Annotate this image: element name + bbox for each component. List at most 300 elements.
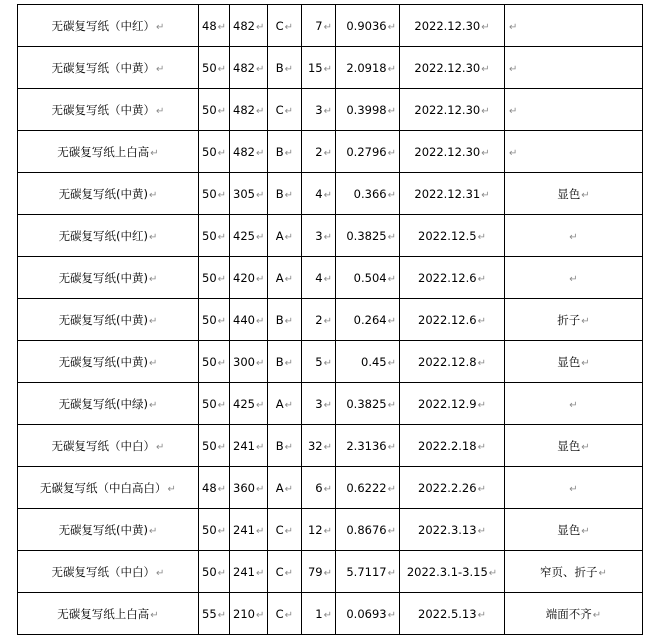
paragraph-mark-icon: ↵	[255, 567, 265, 579]
paragraph-mark-icon: ↵	[217, 399, 227, 411]
paragraph-mark-icon: ↵	[509, 21, 518, 33]
weight-text: 0.2796	[346, 144, 387, 159]
quantity-text: 2	[315, 144, 323, 159]
note-cell	[505, 89, 643, 131]
paragraph-mark-icon: ↵	[477, 357, 486, 369]
quantity-text: 3	[315, 228, 323, 243]
paragraph-mark-icon: ↵	[284, 147, 293, 159]
paragraph-mark-icon: ↵	[481, 189, 490, 201]
grade-cell	[268, 425, 302, 467]
item-name-cell	[18, 5, 199, 47]
paragraph-mark-icon: ↵	[255, 525, 265, 537]
note-cell	[505, 5, 643, 47]
quantity-cell	[302, 47, 336, 89]
paragraph-mark-icon: ↵	[217, 441, 227, 453]
paragraph-mark-icon: ↵	[387, 315, 396, 327]
paragraph-mark-icon: ↵	[149, 357, 158, 369]
paragraph-mark-icon: ↵	[255, 105, 265, 117]
count-text: 241	[233, 438, 255, 453]
paragraph-mark-icon: ↵	[477, 273, 486, 285]
item-name-text: 无碳复写纸(中黄)	[58, 354, 149, 369]
weight-cell	[336, 551, 400, 593]
table-row	[18, 257, 643, 299]
count-text: 300	[233, 354, 255, 369]
quantity-cell	[302, 173, 336, 215]
paragraph-mark-icon: ↵	[569, 231, 578, 243]
date-cell	[400, 425, 505, 467]
paragraph-mark-icon: ↵	[592, 609, 602, 621]
paragraph-mark-icon: ↵	[569, 483, 578, 495]
paragraph-mark-icon: ↵	[323, 315, 332, 327]
paragraph-mark-icon: ↵	[581, 525, 590, 537]
grade-text: A	[275, 396, 284, 411]
width-text: 55	[202, 606, 217, 621]
grade-cell	[268, 341, 302, 383]
quantity-cell	[302, 467, 336, 509]
width-cell	[199, 383, 230, 425]
date-text: 2022.12.9	[418, 396, 477, 411]
date-cell	[400, 47, 505, 89]
width-text: 50	[202, 438, 217, 453]
date-cell	[400, 551, 505, 593]
grade-cell	[268, 299, 302, 341]
paragraph-mark-icon: ↵	[255, 147, 265, 159]
weight-cell	[336, 215, 400, 257]
grade-text: B	[275, 312, 284, 327]
grade-cell	[268, 257, 302, 299]
paragraph-mark-icon: ↵	[323, 609, 332, 621]
width-cell	[199, 173, 230, 215]
width-cell	[199, 467, 230, 509]
date-cell	[400, 467, 505, 509]
paragraph-mark-icon: ↵	[217, 315, 227, 327]
weight-cell	[336, 173, 400, 215]
item-name-cell	[18, 47, 199, 89]
paragraph-mark-icon: ↵	[323, 147, 332, 159]
paragraph-mark-icon: ↵	[149, 525, 158, 537]
paragraph-mark-icon: ↵	[284, 105, 293, 117]
grade-text: C	[275, 522, 284, 537]
item-name-cell	[18, 551, 199, 593]
grade-text: A	[275, 228, 284, 243]
weight-text: 0.3825	[346, 396, 387, 411]
paragraph-mark-icon: ↵	[387, 273, 396, 285]
date-text: 2022.12.5	[418, 228, 477, 243]
paragraph-mark-icon: ↵	[509, 63, 518, 75]
table-row	[18, 131, 643, 173]
count-cell	[230, 299, 268, 341]
date-text: 2022.5.13	[418, 606, 477, 621]
width-cell	[199, 89, 230, 131]
quantity-text: 4	[315, 270, 323, 285]
paragraph-mark-icon: ↵	[387, 483, 396, 495]
paragraph-mark-icon: ↵	[255, 273, 265, 285]
weight-cell	[336, 593, 400, 635]
paragraph-mark-icon: ↵	[581, 441, 590, 453]
paragraph-mark-icon: ↵	[569, 399, 578, 411]
weight-cell	[336, 341, 400, 383]
paragraph-mark-icon: ↵	[477, 399, 486, 411]
date-cell	[400, 299, 505, 341]
paragraph-mark-icon: ↵	[581, 357, 590, 369]
quantity-text: 12	[307, 522, 323, 537]
item-name-text: 无碳复写纸(中绿)	[58, 396, 149, 411]
paragraph-mark-icon: ↵	[149, 231, 158, 243]
quantity-cell	[302, 341, 336, 383]
weight-cell	[336, 89, 400, 131]
item-name-cell	[18, 593, 199, 635]
paragraph-mark-icon: ↵	[217, 147, 227, 159]
note-cell	[505, 341, 643, 383]
paragraph-mark-icon: ↵	[387, 567, 396, 579]
weight-text: 2.0918	[346, 60, 387, 75]
table-row	[18, 89, 643, 131]
note-cell	[505, 383, 643, 425]
quantity-text: 1	[315, 606, 323, 621]
paragraph-mark-icon: ↵	[481, 63, 490, 75]
note-text: 折子	[557, 312, 581, 327]
grade-cell	[268, 5, 302, 47]
paragraph-mark-icon: ↵	[323, 525, 332, 537]
item-name-cell	[18, 509, 199, 551]
date-cell	[400, 173, 505, 215]
paragraph-mark-icon: ↵	[156, 21, 165, 33]
weight-text: 0.3998	[346, 102, 387, 117]
date-text: 2022.12.8	[418, 354, 477, 369]
date-text: 2022.12.30	[414, 144, 481, 159]
item-name-cell	[18, 215, 199, 257]
paragraph-mark-icon: ↵	[598, 567, 607, 579]
paragraph-mark-icon: ↵	[255, 231, 265, 243]
width-text: 50	[202, 354, 217, 369]
paragraph-mark-icon: ↵	[149, 399, 158, 411]
paragraph-mark-icon: ↵	[284, 567, 293, 579]
quantity-cell	[302, 89, 336, 131]
count-cell	[230, 257, 268, 299]
quantity-cell	[302, 131, 336, 173]
grade-cell	[268, 383, 302, 425]
paragraph-mark-icon: ↵	[150, 147, 159, 159]
paragraph-mark-icon: ↵	[323, 357, 332, 369]
table-row	[18, 551, 643, 593]
table-row	[18, 299, 643, 341]
quantity-text: 3	[315, 102, 323, 117]
date-text: 2022.2.26	[418, 480, 477, 495]
width-cell	[199, 593, 230, 635]
weight-text: 0.9036	[346, 18, 387, 33]
item-name-text: 无碳复写纸（中白）	[51, 564, 156, 579]
paragraph-mark-icon: ↵	[217, 105, 227, 117]
weight-cell	[336, 257, 400, 299]
width-cell	[199, 257, 230, 299]
item-name-text: 无碳复写纸(中黄)	[58, 270, 149, 285]
item-name-cell	[18, 467, 199, 509]
weight-text: 0.3825	[346, 228, 387, 243]
item-name-text: 无碳复写纸（中红）	[51, 18, 156, 33]
paragraph-mark-icon: ↵	[387, 63, 396, 75]
width-text: 50	[202, 396, 217, 411]
date-text: 2022.2.18	[418, 438, 477, 453]
paragraph-mark-icon: ↵	[323, 567, 332, 579]
paragraph-mark-icon: ↵	[387, 105, 396, 117]
weight-cell	[336, 383, 400, 425]
table-row	[18, 5, 643, 47]
grade-cell	[268, 47, 302, 89]
paragraph-mark-icon: ↵	[150, 609, 159, 621]
count-text: 360	[233, 480, 255, 495]
quantity-cell	[302, 215, 336, 257]
item-name-cell	[18, 383, 199, 425]
paragraph-mark-icon: ↵	[284, 273, 293, 285]
paragraph-mark-icon: ↵	[387, 399, 396, 411]
count-text: 482	[233, 18, 255, 33]
grade-cell	[268, 509, 302, 551]
note-cell	[505, 173, 643, 215]
item-name-text: 无碳复写纸上白高	[57, 606, 150, 621]
date-cell	[400, 509, 505, 551]
paragraph-mark-icon: ↵	[284, 189, 293, 201]
note-cell	[505, 215, 643, 257]
paragraph-mark-icon: ↵	[217, 231, 227, 243]
width-text: 50	[202, 522, 217, 537]
paragraph-mark-icon: ↵	[477, 525, 486, 537]
weight-cell	[336, 47, 400, 89]
paragraph-mark-icon: ↵	[477, 315, 486, 327]
weight-text: 0.264	[353, 312, 387, 327]
grade-text: A	[275, 270, 284, 285]
grade-cell	[268, 467, 302, 509]
table-row	[18, 47, 643, 89]
note-cell	[505, 257, 643, 299]
paragraph-mark-icon: ↵	[387, 21, 396, 33]
item-name-text: 无碳复写纸上白高	[57, 144, 150, 159]
item-name-cell	[18, 425, 199, 467]
count-cell	[230, 5, 268, 47]
paragraph-mark-icon: ↵	[481, 21, 490, 33]
quantity-cell	[302, 383, 336, 425]
paragraph-mark-icon: ↵	[149, 189, 158, 201]
paragraph-mark-icon: ↵	[255, 441, 265, 453]
count-cell	[230, 173, 268, 215]
weight-cell	[336, 509, 400, 551]
item-name-cell	[18, 89, 199, 131]
paragraph-mark-icon: ↵	[569, 273, 578, 285]
quantity-cell	[302, 299, 336, 341]
note-cell	[505, 467, 643, 509]
note-cell	[505, 593, 643, 635]
paragraph-mark-icon: ↵	[217, 609, 227, 621]
width-text: 50	[202, 60, 217, 75]
date-text: 2022.12.6	[418, 270, 477, 285]
grade-text: B	[275, 354, 284, 369]
table-row	[18, 425, 643, 467]
note-text: 窄页、折子	[540, 564, 598, 579]
count-text: 482	[233, 144, 255, 159]
paragraph-mark-icon: ↵	[323, 483, 332, 495]
paragraph-mark-icon: ↵	[156, 567, 165, 579]
date-text: 2022.12.6	[418, 312, 477, 327]
note-text: 显色	[557, 438, 581, 453]
quantity-text: 4	[315, 186, 323, 201]
paragraph-mark-icon: ↵	[509, 105, 518, 117]
count-cell	[230, 47, 268, 89]
note-text: 端面不齐	[545, 606, 592, 621]
count-text: 305	[233, 186, 255, 201]
table-row	[18, 173, 643, 215]
item-name-text: 无碳复写纸(中黄)	[58, 186, 149, 201]
width-text: 50	[202, 102, 217, 117]
item-name-text: 无碳复写纸（中白）	[51, 438, 156, 453]
count-text: 241	[233, 564, 255, 579]
date-cell	[400, 131, 505, 173]
quantity-text: 3	[315, 396, 323, 411]
weight-text: 2.3136	[346, 438, 387, 453]
date-cell	[400, 383, 505, 425]
quantity-text: 32	[307, 438, 323, 453]
note-text: 显色	[557, 186, 581, 201]
item-name-text: 无碳复写纸（中黄）	[51, 102, 156, 117]
paragraph-mark-icon: ↵	[323, 231, 332, 243]
count-text: 241	[233, 522, 255, 537]
count-text: 425	[233, 228, 255, 243]
grade-cell	[268, 215, 302, 257]
weight-text: 0.366	[353, 186, 387, 201]
paragraph-mark-icon: ↵	[323, 441, 332, 453]
paragraph-mark-icon: ↵	[156, 63, 165, 75]
paragraph-mark-icon: ↵	[387, 147, 396, 159]
weight-text: 0.8676	[346, 522, 387, 537]
width-text: 50	[202, 270, 217, 285]
paragraph-mark-icon: ↵	[217, 21, 227, 33]
paragraph-mark-icon: ↵	[581, 315, 590, 327]
date-cell	[400, 593, 505, 635]
paragraph-mark-icon: ↵	[217, 357, 227, 369]
grade-text: A	[275, 480, 284, 495]
weight-cell	[336, 131, 400, 173]
paragraph-mark-icon: ↵	[284, 21, 293, 33]
quantity-text: 6	[315, 480, 323, 495]
paragraph-mark-icon: ↵	[488, 567, 498, 579]
item-name-cell	[18, 299, 199, 341]
item-name-cell	[18, 131, 199, 173]
paragraph-mark-icon: ↵	[255, 609, 265, 621]
grade-cell	[268, 89, 302, 131]
paragraph-mark-icon: ↵	[217, 63, 227, 75]
paragraph-mark-icon: ↵	[284, 609, 293, 621]
quantity-cell	[302, 5, 336, 47]
grade-cell	[268, 131, 302, 173]
count-cell	[230, 551, 268, 593]
paragraph-mark-icon: ↵	[323, 105, 332, 117]
date-cell	[400, 257, 505, 299]
width-cell	[199, 5, 230, 47]
count-text: 482	[233, 102, 255, 117]
paragraph-mark-icon: ↵	[149, 273, 158, 285]
width-cell	[199, 509, 230, 551]
paragraph-mark-icon: ↵	[323, 399, 332, 411]
item-name-text: 无碳复写纸（中白高白）	[40, 480, 167, 495]
count-cell	[230, 215, 268, 257]
item-name-text: 无碳复写纸(中红)	[58, 228, 149, 243]
paragraph-mark-icon: ↵	[217, 483, 227, 495]
paragraph-mark-icon: ↵	[581, 189, 590, 201]
paragraph-mark-icon: ↵	[255, 189, 265, 201]
paragraph-mark-icon: ↵	[284, 231, 293, 243]
weight-cell	[336, 5, 400, 47]
date-cell	[400, 89, 505, 131]
count-text: 210	[233, 606, 255, 621]
quantity-text: 79	[307, 564, 323, 579]
count-text: 440	[233, 312, 255, 327]
paragraph-mark-icon: ↵	[477, 609, 486, 621]
date-text: 2022.12.30	[414, 102, 481, 117]
date-cell	[400, 5, 505, 47]
paragraph-mark-icon: ↵	[284, 399, 293, 411]
paragraph-mark-icon: ↵	[284, 483, 293, 495]
note-cell	[505, 131, 643, 173]
paragraph-mark-icon: ↵	[217, 189, 227, 201]
grade-text: B	[275, 186, 284, 201]
paragraph-mark-icon: ↵	[481, 147, 490, 159]
count-cell	[230, 341, 268, 383]
paragraph-mark-icon: ↵	[217, 525, 227, 537]
quantity-text: 7	[315, 18, 323, 33]
note-cell	[505, 509, 643, 551]
paragraph-mark-icon: ↵	[217, 567, 227, 579]
paragraph-mark-icon: ↵	[481, 105, 490, 117]
width-text: 50	[202, 564, 217, 579]
paragraph-mark-icon: ↵	[323, 273, 332, 285]
count-cell	[230, 593, 268, 635]
paragraph-mark-icon: ↵	[284, 315, 293, 327]
grade-cell	[268, 551, 302, 593]
weight-text: 0.0693	[346, 606, 387, 621]
paragraph-mark-icon: ↵	[284, 525, 293, 537]
width-cell	[199, 131, 230, 173]
paragraph-mark-icon: ↵	[167, 483, 176, 495]
paper-inventory-table	[17, 4, 643, 635]
paragraph-mark-icon: ↵	[255, 63, 265, 75]
width-cell	[199, 299, 230, 341]
paragraph-mark-icon: ↵	[387, 609, 396, 621]
item-name-cell	[18, 257, 199, 299]
count-text: 482	[233, 60, 255, 75]
quantity-cell	[302, 509, 336, 551]
table-row	[18, 509, 643, 551]
date-text: 2022.12.31	[414, 186, 481, 201]
count-cell	[230, 89, 268, 131]
paragraph-mark-icon: ↵	[255, 21, 265, 33]
date-text: 2022.3.1-3.15	[406, 564, 488, 579]
count-cell	[230, 425, 268, 467]
note-cell	[505, 47, 643, 89]
width-cell	[199, 341, 230, 383]
item-name-text: 无碳复写纸（中黄）	[51, 60, 156, 75]
table-row	[18, 341, 643, 383]
paragraph-mark-icon: ↵	[284, 63, 293, 75]
width-text: 50	[202, 228, 217, 243]
weight-cell	[336, 299, 400, 341]
paragraph-mark-icon: ↵	[217, 273, 227, 285]
count-text: 425	[233, 396, 255, 411]
weight-text: 0.45	[361, 354, 387, 369]
item-name-cell	[18, 341, 199, 383]
note-cell	[505, 299, 643, 341]
paragraph-mark-icon: ↵	[509, 147, 518, 159]
grade-cell	[268, 593, 302, 635]
paragraph-mark-icon: ↵	[477, 441, 486, 453]
paragraph-mark-icon: ↵	[149, 315, 158, 327]
